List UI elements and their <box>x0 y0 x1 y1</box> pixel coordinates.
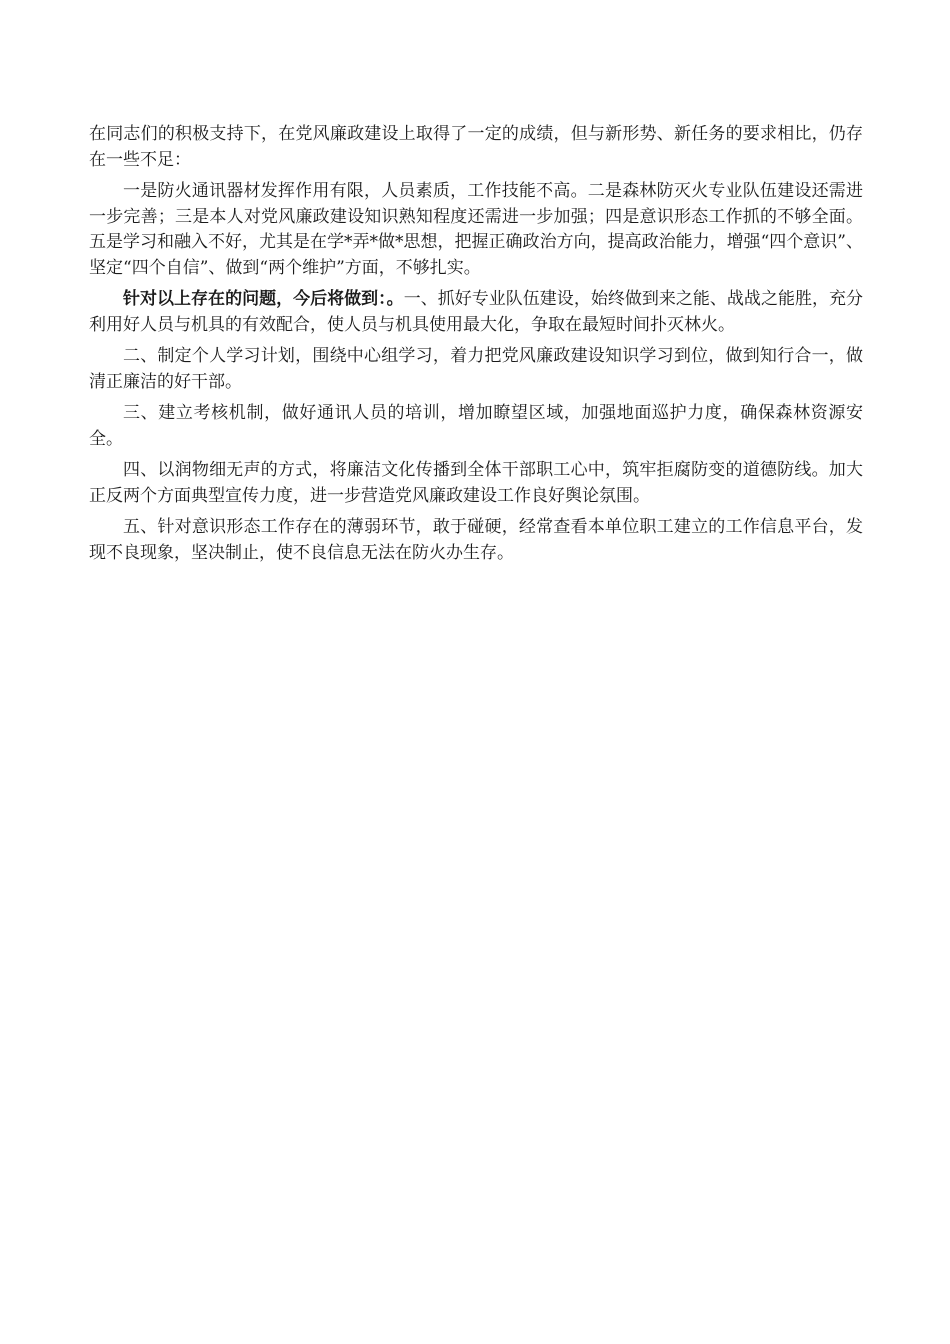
paragraph-measures-4 <box>89 458 863 509</box>
paragraph-text: 三、建立考核机制，做好通讯人员的培训，增加瞭望区域，加强地面巡护力度，确保森林资源安全。 <box>89 403 863 449</box>
paragraph-lead-bold: 针对以上存在的问题，今后将做到：。 <box>123 289 404 309</box>
paragraph-measures-3 <box>89 401 863 452</box>
paragraph-text: 在同志们的积极支持下，在党风廉政建设上取得了一定的成绩，但与新形势、新任务的要求相比，仍存在一些不足： <box>89 124 863 170</box>
paragraph-text: 二、制定个人学习计划，围绕中心组学习，着力把党风廉政建设知识学习到位，做到知行合一，做清正廉洁的好干部。 <box>89 346 863 392</box>
paragraph-shortcomings <box>89 179 863 281</box>
paragraph-text: 四、以润物细无声的方式，将廉洁文化传播到全体干部职工心中，筑牢拒腐防变的道德防线。加大正反两个方面典型宣传力度，进一步营造党风廉政建设工作良好舆论氛围。 <box>89 460 863 506</box>
paragraph-text: 五、针对意识形态工作存在的薄弱环节，敢于碰硬，经常查看本单位职工建立的工作信息平台，发现不良现象，坚决制止，使不良信息无法在防火办生存。 <box>89 517 863 563</box>
paragraph-intro <box>89 122 863 173</box>
document-body <box>89 122 863 572</box>
paragraph-measures-5 <box>89 515 863 566</box>
paragraph-measures-1 <box>89 287 863 338</box>
paragraph-text: 一是防火通讯器材发挥作用有限，人员素质，工作技能不高。二是森林防灭火专业队伍建设还需进一步完善；三是本人对党风廉政建设知识熟知程度还需进一步加强；四是意识形态工作抓的不够全面。五是学习和融入不好，尤其是在学*弄*做*思想，把握正确政治方向，提高政治能力，增强“四个意识”、坚定“四个自信”、做到“两个维护”方面，不够扎实。 <box>89 181 863 278</box>
paragraph-measures-2 <box>89 344 863 395</box>
paragraph-text: 一、抓好专业队伍建设，始终做到来之能、战战之能胜，充分利用好人员与机具的有效配合，使人员与机具使用最大化，争取在最短时间扑灭林火。 <box>89 289 864 335</box>
